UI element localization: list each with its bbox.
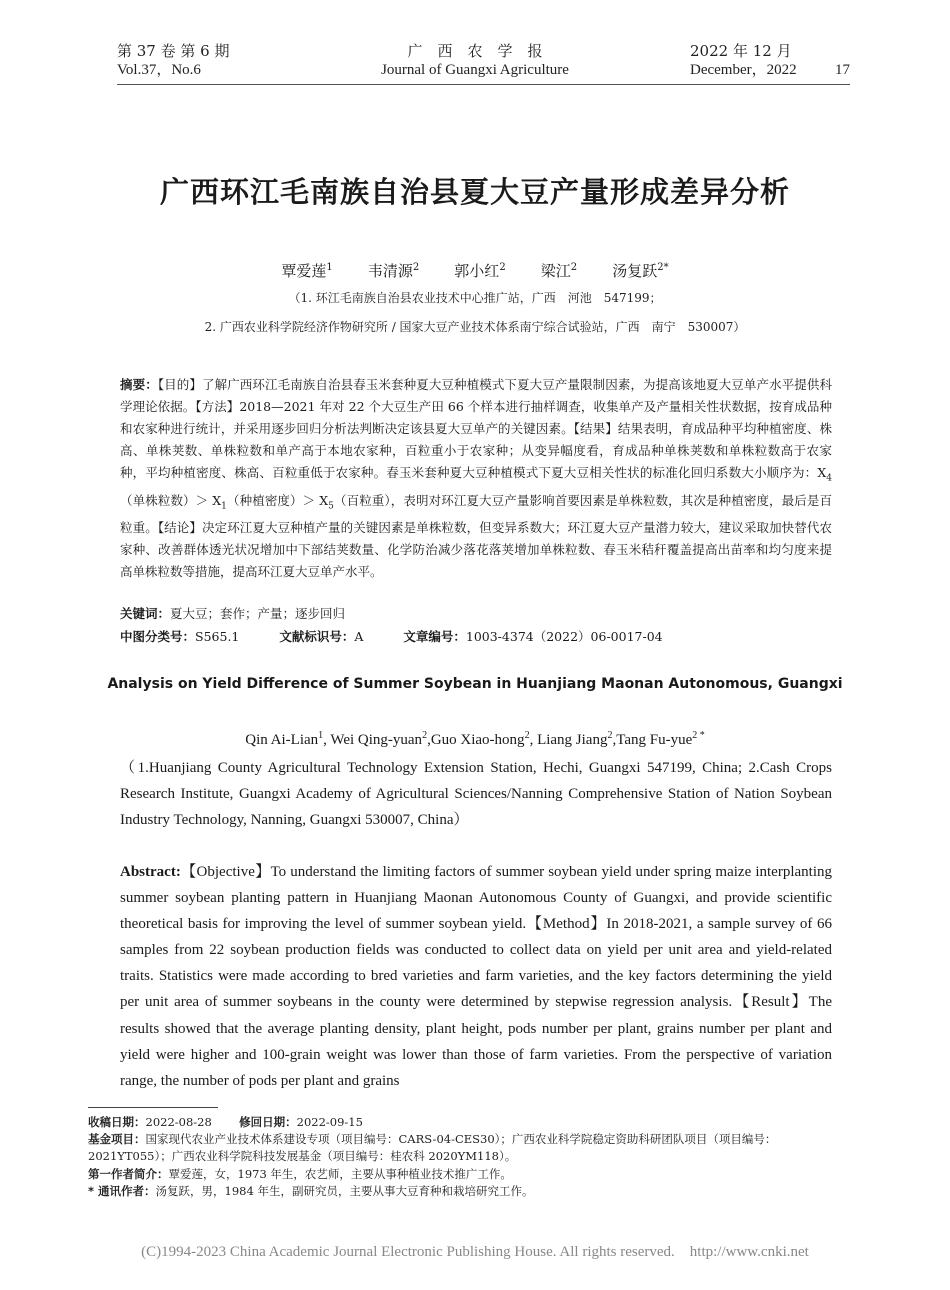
english-title: Analysis on Yield Difference of Summer Soybean in Huanjiang Maonan Autonomous, Guangxi bbox=[107, 676, 843, 692]
article-number-value: 1003-4374（2022）06-0017-04 bbox=[465, 629, 663, 644]
conclusion-text-cn: 决定环江夏大豆种植产量的关键因素是单株粒数，但变异系数大；环江夏大豆产量潜力较大，建议采取加快替代农家种、改善群体透光状况增加中下部结荚数量、化学防治减少落花落荚增加单株粒数、春玉米秸秆覆盖提高出苗率和均匀度来提高单株粒数等措施，提高环江夏大豆单产水平。 bbox=[120, 520, 832, 579]
header-divider bbox=[117, 84, 850, 85]
separator: , bbox=[612, 732, 617, 748]
doc-code-value: A bbox=[354, 629, 364, 644]
author-affil-mark: 1 bbox=[326, 262, 333, 273]
en-author-mark: 2 * bbox=[692, 730, 705, 741]
objective-tag-cn: 【目的】 bbox=[157, 377, 202, 392]
separator: , bbox=[529, 732, 538, 748]
separator: , bbox=[323, 732, 331, 748]
author-affil-mark: 2 bbox=[412, 262, 420, 273]
affiliation-2: 2. 广西农业科学院经济作物研究所 / 国家大豆产业技术体系南宁综合试验站，广西 南宁 530007） bbox=[204, 320, 746, 334]
author-name: 覃爱莲 bbox=[281, 262, 327, 280]
result-text-cn: 结果表明，育成品种平均种植密度、株高、单株荚数、单株粒数和单产高于本地农家种，百粒重小于农家种；从变异幅度看，育成品种单株荚数和单株粒数高于农家种，平均种植密度、株高、百粒重低于农家种。春玉米套种夏大豆种植模式下夏大豆相关性状的标准化回归系数大小顺序为：X bbox=[120, 421, 832, 480]
fund-text: 国家现代农业产业技术体系建设专项（项目编号：CARS-04-CES30）；广西农业科学院稳定资助科研团队项目（项目编号：2021YT055）；广西农业科学院科技发展基金（项目编号：桂农科 2020YM118）。 bbox=[88, 1132, 777, 1163]
author-name: 韦清源 bbox=[367, 262, 413, 280]
result-text-cn: （单株粒数）＞ X bbox=[120, 492, 222, 508]
english-abstract bbox=[120, 859, 832, 1094]
received-label: 收稿日期： bbox=[88, 1115, 146, 1129]
en-author-name: Qin Ai-Lian bbox=[245, 732, 319, 748]
issue-date-cn: 2022 年 12 月 bbox=[690, 42, 792, 60]
en-author-name: Liang Jiang bbox=[537, 732, 608, 748]
footnote-fund bbox=[88, 1131, 858, 1165]
footnote-first-author bbox=[88, 1166, 858, 1183]
method-text-en: In 2018-2021, a sample survey of 66 samples from 22 soybean production fields was conducted to collect data on yield per unit area and yield-related traits. Statistics were made according to bred varieties and farm varieties, and the key factors determining the yield per unit area of summer soybeans in the county were determined by stepwise regression analysis. bbox=[120, 916, 832, 1011]
corresponding-label: * 通讯作者： bbox=[88, 1184, 156, 1198]
en-author-mark: 2 bbox=[607, 730, 613, 741]
first-author-text: 覃爱莲，女，1973 年生，农艺师，主要从事种植业技术推广工作。 bbox=[168, 1167, 512, 1181]
objective-text-en: To understand the limiting factors of summer soybean yield under spring maize interplanting summer soybean planting pattern in Huanjiang Maonan Autonomous County of Guangxi, and provide scientific theoretical basis for improving the level of summer soybean yield. bbox=[120, 864, 832, 933]
english-author-list bbox=[0, 730, 950, 749]
author-list bbox=[0, 260, 950, 281]
running-header-right bbox=[690, 42, 850, 80]
corresponding-text: 汤复跃，男，1984 年生，副研究员，主要从事大豆育种和栽培研究工作。 bbox=[155, 1184, 534, 1198]
en-author-name: Wei Qing-yuan bbox=[330, 732, 423, 748]
en-author-name: Tang Fu-yue bbox=[616, 732, 693, 748]
volume-en: Vol.37，No.6 bbox=[117, 62, 201, 78]
keywords-line bbox=[120, 604, 345, 622]
objective-text-cn: 了解广西环江毛南族自治县春玉米套种夏大豆种植模式下夏大豆产量限制因素，为提高该地夏大豆单产水平提供科学理论依据。 bbox=[120, 377, 832, 414]
received-date: 2022-08-28 bbox=[145, 1115, 212, 1129]
subscript: 1 bbox=[221, 501, 227, 511]
en-author-mark: 2 bbox=[524, 730, 530, 741]
fund-label: 基金项目： bbox=[88, 1132, 146, 1146]
separator: , bbox=[427, 732, 431, 748]
footnote-divider bbox=[88, 1107, 218, 1108]
journal-name-cn: 广 西 农 学 报 bbox=[407, 42, 543, 60]
objective-tag-en: 【Objective】 bbox=[180, 864, 271, 880]
classification-line bbox=[120, 627, 663, 645]
result-text-cn: （种植密度）＞ X bbox=[226, 492, 329, 508]
first-author-label: 第一作者简介： bbox=[88, 1167, 169, 1181]
revised-date: 2022-09-15 bbox=[296, 1115, 363, 1129]
abstract-label-en: Abstract: bbox=[120, 864, 181, 880]
copyright-notice: (C)1994-2023 China Academic Journal Electronic Publishing House. All rights reserved. http://www.cnki.net bbox=[141, 1244, 809, 1260]
english-affiliation: （1.Huanjiang County Agricultural Technology Extension Station, Hechi, Guangxi 547199, China; 2.Cash Crops Research Institute, Guangxi Academy of Agricultural Sciences/Nanning Comprehensive Station of Nation Soybean Industry Technology, Nanning, Guangxi 530007, China） bbox=[120, 760, 832, 828]
method-text-cn: 2018—2021 年对 22 个大豆生产田 66 个样本进行抽样调查，收集单产及产量相关性状数据，按育成品种和农家种进行统计，并采用逐步回归分析法判断决定该县夏大豆单产的关键因素。 bbox=[120, 399, 832, 436]
result-text-cn: （百粒重），表明对环江夏大豆产量影响首要因素是单株粒数，其次是种植密度，最后是百粒重。 bbox=[120, 492, 832, 535]
author-name: 梁江 bbox=[540, 262, 571, 280]
chinese-abstract bbox=[120, 374, 832, 583]
result-tag-en: 【Result】 bbox=[732, 994, 809, 1011]
en-author-mark: 1 bbox=[318, 730, 324, 741]
keywords-value: 夏大豆；套作；产量；逐步回归 bbox=[170, 606, 346, 621]
author-name: 郭小红 bbox=[454, 262, 500, 280]
issue-date-en: December，2022 bbox=[690, 62, 797, 78]
en-author-name: Guo Xiao-hong bbox=[430, 732, 525, 748]
method-tag-en: 【Method】 bbox=[526, 916, 607, 933]
conclusion-tag-cn: 【结论】 bbox=[157, 520, 202, 535]
abstract-label-cn: 摘要： bbox=[120, 377, 158, 392]
result-tag-cn: 【结果】 bbox=[573, 421, 618, 436]
subscript: 4 bbox=[826, 473, 832, 484]
footnote-corresponding bbox=[88, 1183, 858, 1200]
journal-name-en: Journal of Guangxi Agriculture bbox=[381, 62, 569, 78]
doc-code-label: 文献标识号： bbox=[279, 629, 355, 644]
clc-value: S565.1 bbox=[195, 629, 240, 644]
volume-cn: 第 37 卷 第 6 期 bbox=[117, 42, 230, 60]
author-affil-mark: 2 bbox=[499, 262, 506, 273]
affiliation-1: （1. 环江毛南族自治县农业技术中心推广站，广西 河池 547199； bbox=[288, 291, 662, 305]
en-author-mark: 2 bbox=[422, 730, 428, 741]
footnote-dates bbox=[88, 1114, 858, 1131]
article-number-label: 文章编号： bbox=[403, 629, 466, 644]
article-title: 广西环江毛南族自治县夏大豆产量形成差异分析 bbox=[159, 175, 790, 209]
subscript: 5 bbox=[328, 501, 334, 511]
keywords-label: 关键词： bbox=[120, 606, 171, 621]
author-name: 汤复跃 bbox=[612, 262, 658, 280]
author-affil-mark: 2 bbox=[570, 262, 578, 273]
clc-label: 中图分类号： bbox=[120, 629, 196, 644]
page-number: 17 bbox=[835, 62, 850, 78]
revised-label: 修回日期： bbox=[239, 1115, 297, 1129]
author-affil-mark: 2* bbox=[657, 262, 669, 273]
method-tag-cn: 【方法】 bbox=[195, 399, 240, 414]
result-text-en: The results showed that the average planting density, plant height, pods number per plant, grains number per plant and yield were higher and 100-grain weight was lower than those of farm varieties. From the perspective of variation range, the number of pods per plant and grains bbox=[120, 994, 832, 1089]
